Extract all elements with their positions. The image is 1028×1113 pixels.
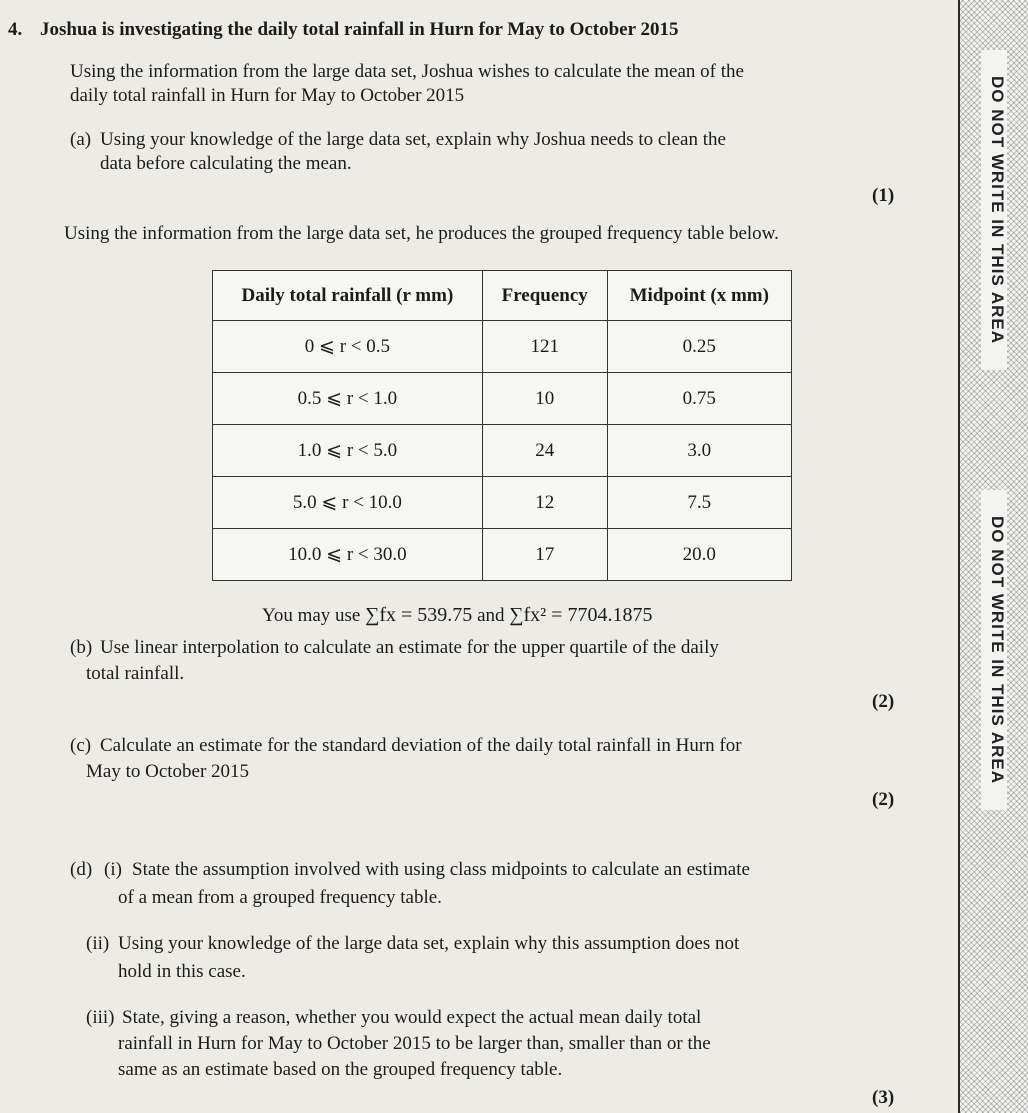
header-midpoint: Midpoint (x mm) [607, 271, 791, 321]
cell-midpoint: 3.0 [607, 425, 791, 477]
cell-midpoint: 20.0 [607, 529, 791, 581]
sum-fx: ∑fx = 539.75 [365, 604, 473, 626]
context-line-2: daily total rainfall in Hurn for May to October 2015 [70, 85, 465, 106]
cell-midpoint: 7.5 [607, 477, 791, 529]
cell-interval: 10.0 ⩽ r < 30.0 [213, 529, 483, 581]
header-rainfall: Daily total rainfall (r mm) [213, 271, 483, 321]
part-a-marks: (1) [872, 185, 895, 206]
part-c-line-2: May to October 2015 [86, 761, 250, 782]
frequency-table [212, 270, 792, 581]
question-number: 4. [8, 19, 23, 40]
cell-frequency: 12 [482, 477, 607, 529]
cell-frequency: 121 [482, 321, 607, 373]
part-b-line-1: Use linear interpolation to calculate an estimate for the upper quartile of the daily [100, 637, 719, 658]
part-d-iii-line-1: State, giving a reason, whether you would expect the actual mean daily total [122, 1007, 702, 1028]
part-d-iii-line-2: rainfall in Hurn for May to October 2015 to be larger than, smaller than or the [118, 1033, 711, 1054]
cell-frequency: 17 [482, 529, 607, 581]
table-header-row [213, 271, 792, 321]
cell-frequency: 10 [482, 373, 607, 425]
table-row [213, 477, 792, 529]
cell-interval: 5.0 ⩽ r < 10.0 [213, 477, 483, 529]
cell-interval: 0.5 ⩽ r < 1.0 [213, 373, 483, 425]
table-row [213, 321, 792, 373]
part-d-ii-label: (ii) [86, 933, 110, 954]
part-d-label: (d) [70, 859, 93, 880]
part-d-iii-label: (iii) [86, 1007, 115, 1028]
part-d-ii-line-1: Using your knowledge of the large data set, explain why this assumption does not [118, 933, 740, 954]
sums-prefix: You may use [262, 605, 361, 626]
part-a-line-2: data before calculating the mean. [100, 153, 352, 174]
part-b-marks: (2) [872, 691, 895, 712]
cell-midpoint: 0.75 [607, 373, 791, 425]
sums-connector: and [477, 605, 505, 626]
part-a-label: (a) [70, 129, 92, 150]
part-b-label: (b) [70, 637, 93, 658]
table-row [213, 529, 792, 581]
part-c-line-1: Calculate an estimate for the standard deviation of the daily total rainfall in Hurn for [100, 735, 742, 756]
cell-frequency: 24 [482, 425, 607, 477]
part-d-iii-line-3: same as an estimate based on the grouped frequency table. [118, 1059, 563, 1080]
part-a-line-1: Using your knowledge of the large data set, explain why Joshua needs to clean the [100, 129, 726, 150]
part-d-i-line-1: State the assumption involved with using class midpoints to calculate an estimate [132, 859, 750, 880]
part-d-marks: (3) [872, 1087, 895, 1108]
header-frequency: Frequency [482, 271, 607, 321]
part-d-i-line-2: of a mean from a grouped frequency table. [118, 887, 442, 908]
margin-label-top: DO NOT WRITE IN THIS AREA [981, 50, 1007, 370]
question-intro: Joshua is investigating the daily total rainfall in Hurn for May to October 2015 [40, 19, 679, 40]
cell-interval: 0 ⩽ r < 0.5 [213, 321, 483, 373]
part-b-line-2: total rainfall. [86, 663, 185, 684]
part-c-label: (c) [70, 735, 92, 756]
sum-fx-squared: ∑fx² = 7704.1875 [509, 604, 653, 626]
table-row [213, 425, 792, 477]
part-d-ii-line-2: hold in this case. [118, 961, 246, 982]
cell-midpoint: 0.25 [607, 321, 791, 373]
sums-line [262, 603, 652, 628]
table-row [213, 373, 792, 425]
margin-label-bottom: DO NOT WRITE IN THIS AREA [981, 490, 1007, 810]
part-d-i-label: (i) [104, 859, 122, 880]
part-c-marks: (2) [872, 789, 895, 810]
context-line-1: Using the information from the large data set, Joshua wishes to calculate the mean of the [70, 61, 744, 82]
cell-interval: 1.0 ⩽ r < 5.0 [213, 425, 483, 477]
table-intro: Using the information from the large data set, he produces the grouped frequency table below. [64, 223, 779, 244]
